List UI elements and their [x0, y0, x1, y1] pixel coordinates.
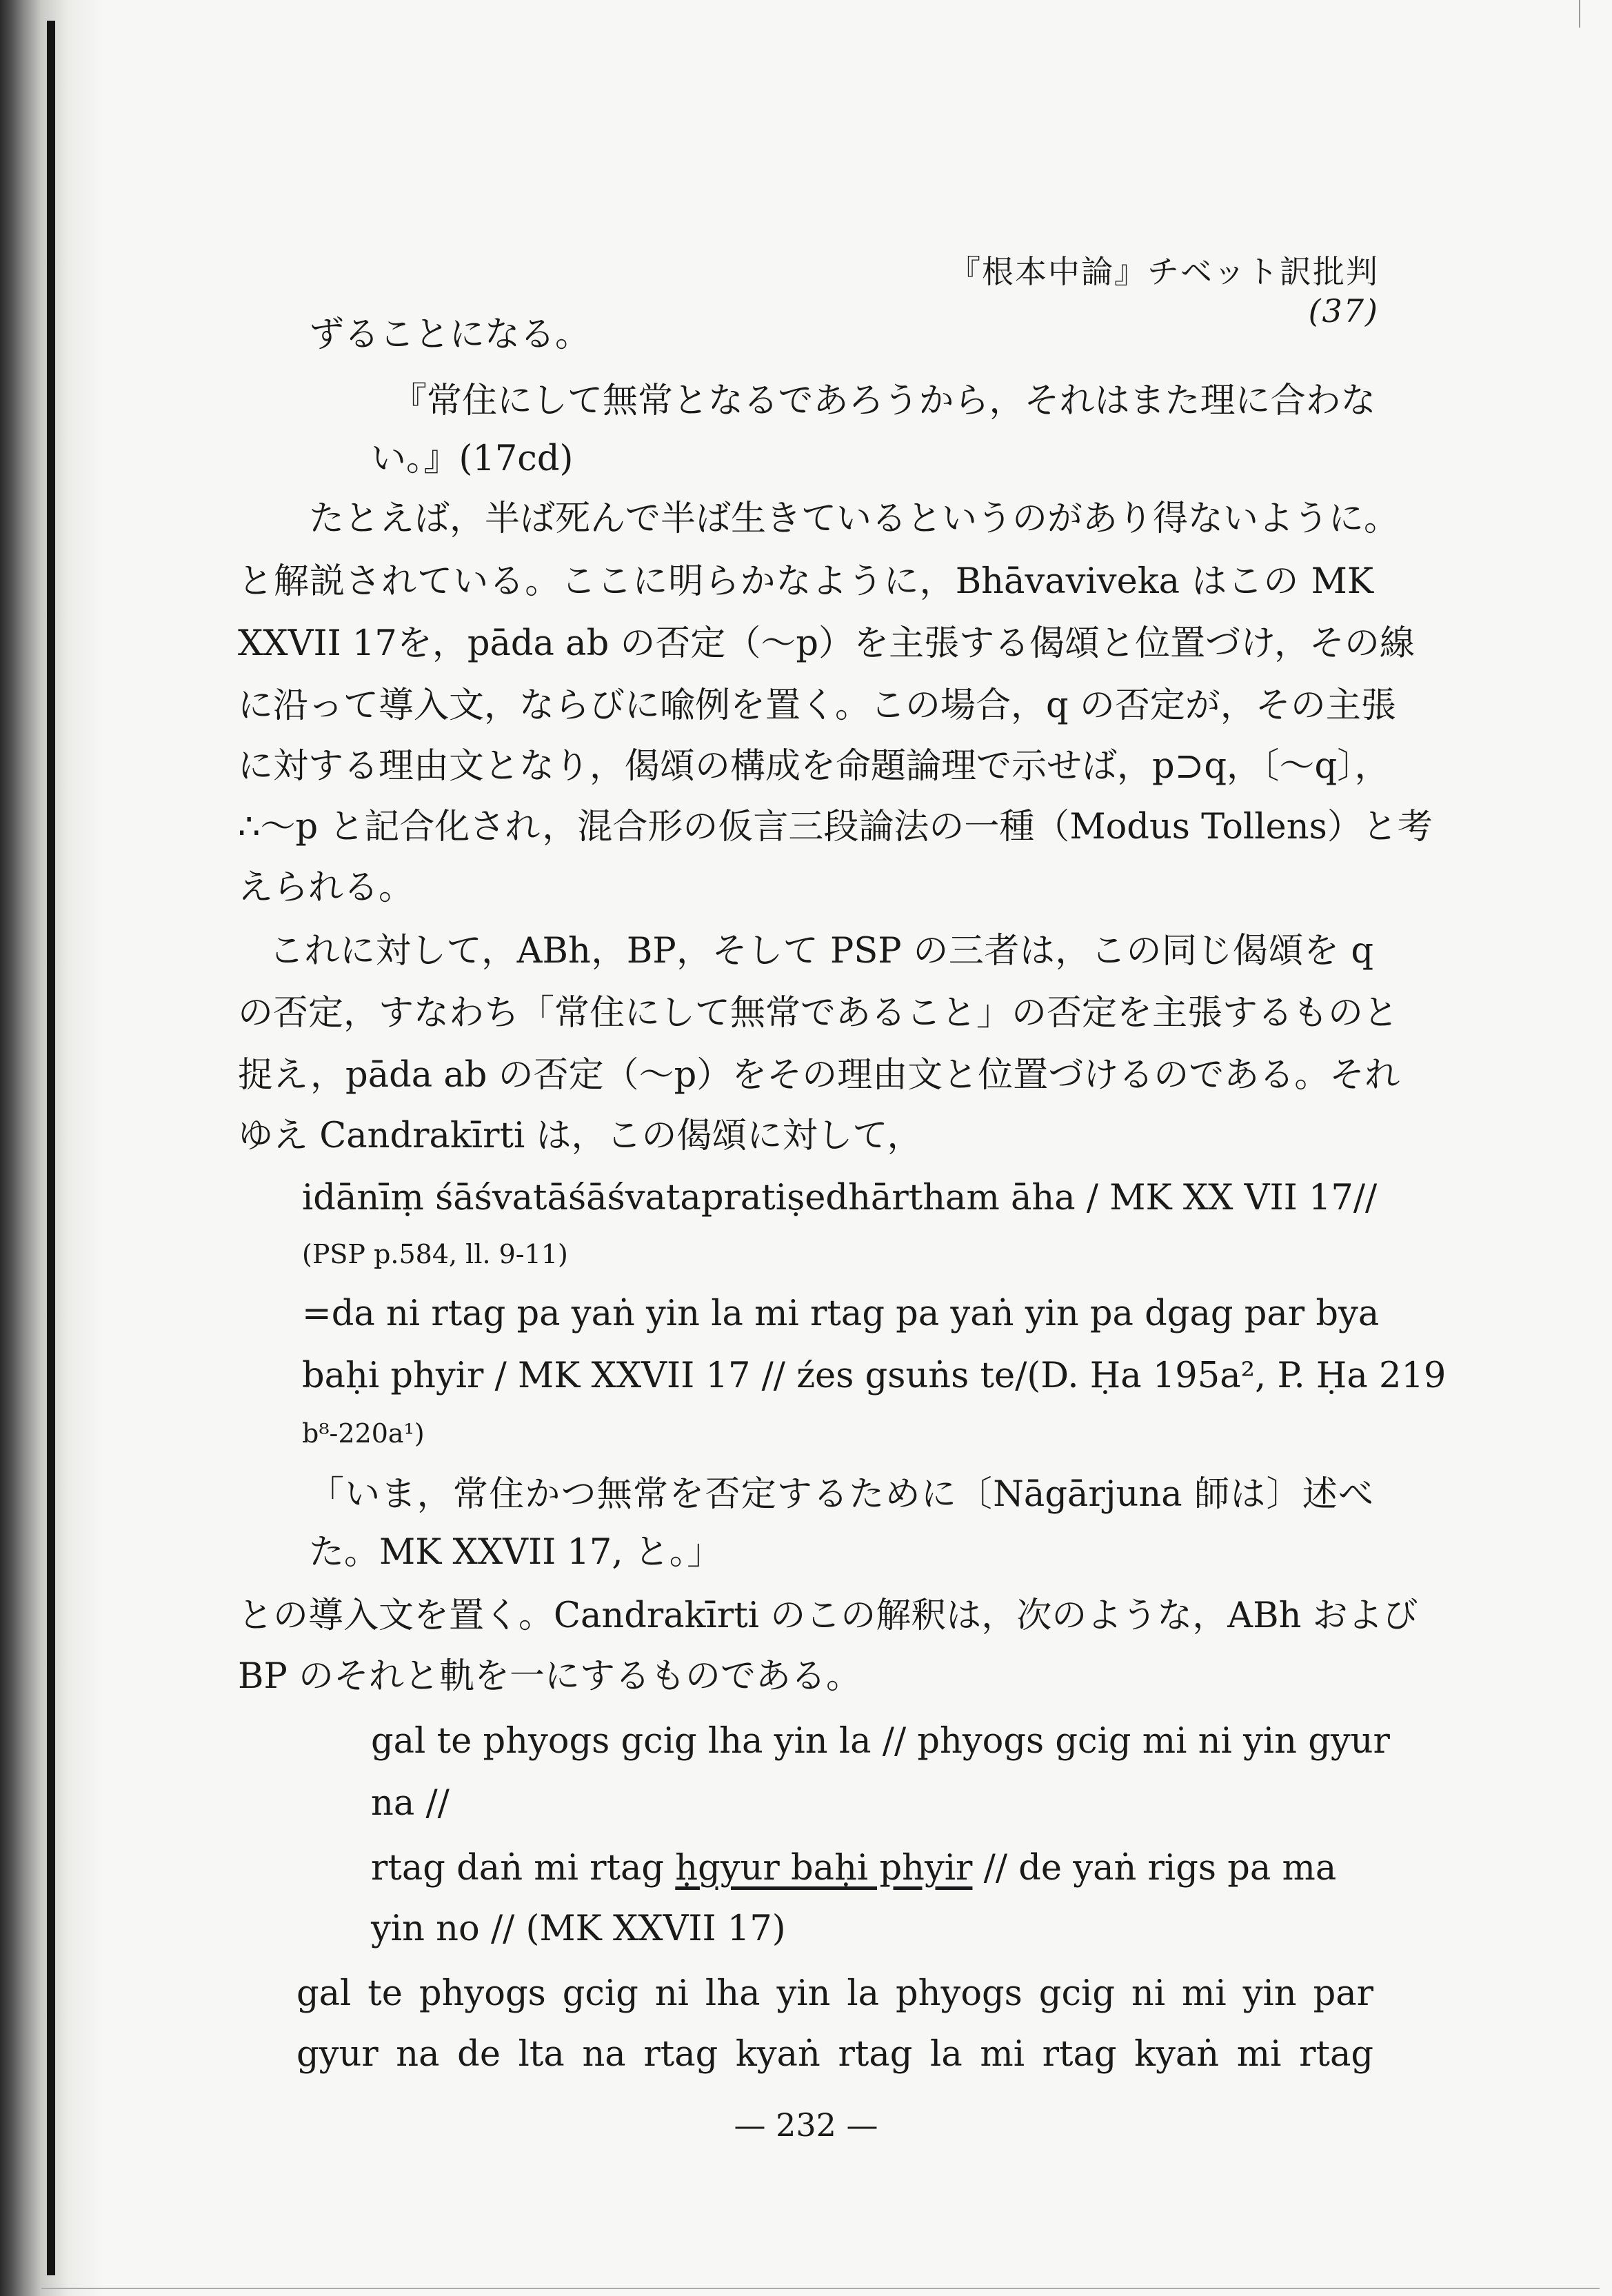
verse-line: na //	[371, 1783, 450, 1824]
text-line: 捉え，pāda ab の否定（〜p）をその理由文と位置づけるのである。それ	[238, 1055, 1400, 1096]
text-line: に対する理由文となり，偈頌の構成を命題論理で示せば，p⊃q，〔〜q〕，	[238, 746, 1390, 787]
verse-line	[371, 1848, 1337, 1889]
header-title: 『根本中論』チベット訳批判	[949, 253, 1379, 290]
verse-line: gal te phyogs gcig lha yin la // phyogs gcig mi ni yin gyur	[371, 1721, 1390, 1762]
text-line: えられる。	[238, 867, 414, 908]
text-line: に沿って導入文，ならびに喩例を置く。この場合，q の否定が，その主張	[238, 685, 1396, 726]
text-line: た。MK XXVII 17, と。」	[309, 1532, 723, 1573]
text-line: BP のそれと軌を一にするものである。	[238, 1656, 862, 1697]
text-line: 「いま，常住かつ無常を否定するために〔Nāgārjuna 師は〕述べ	[309, 1474, 1373, 1515]
text-line: と解説されている。ここに明らかなように，Bhāvaviveka はこの MK	[238, 561, 1373, 602]
text-line: ずることになる。	[309, 314, 591, 355]
verse-line: yin no // (MK XXVII 17)	[371, 1909, 786, 1949]
text-line: ∴〜p と記合化され，混合形の仮言三段論法の一種（Modus Tollens）と考	[238, 807, 1433, 847]
text-line: たとえば，半ば死んで半ば生きているというのがあり得ないように。	[309, 499, 1400, 539]
underlined-phrase: ḥgyur baḥi phyir	[675, 1848, 973, 1889]
text-line: これに対して，ABh，BP，そして PSP の三者は，この同じ偈頌を q	[269, 931, 1373, 971]
text-line: XXVII 17を，pāda ab の否定（〜p）を主張する偈頌と位置づけ，その線	[238, 623, 1415, 664]
page-edge-mark	[1579, 0, 1580, 28]
verse-segment: // de yaṅ rigs pa ma	[972, 1848, 1337, 1889]
verse-segment: rtag daṅ mi rtag	[371, 1848, 676, 1889]
text-line: baḥi phyir / MK XXVII 17 // źes gsuṅs te/(D. Ḥa 195a², P. Ḥa 219	[302, 1356, 1447, 1396]
text-line: の否定，すなわち「常住にして無常であること」の否定を主張するものと	[238, 993, 1399, 1034]
text-line: =da ni rtag pa yaṅ yin la mi rtag pa yaṅ yin pa dgag par bya	[302, 1293, 1380, 1334]
text-line: 『常住にして無常となるであろうから，それはまた理に合わな	[392, 381, 1376, 421]
text-line: b⁸-220a¹)	[302, 1418, 425, 1449]
text-line: gal te phyogs gcig ni lha yin la phyogs gcig ni mi yin par	[296, 1973, 1373, 2014]
text-line: ゆえ Candrakīrti は，この偈頌に対して，	[238, 1116, 923, 1156]
text-line: い。』(17cd)	[371, 439, 574, 479]
running-header	[938, 247, 1379, 330]
text-line: idānīṃ śāśvatāśāśvatapratiṣedhārtham āha / MK XX VII 17//	[302, 1178, 1378, 1218]
binding-edge-line	[47, 21, 55, 2275]
bottom-edge-line	[41, 2288, 1600, 2289]
text-line: (PSP p.584, ll. 9-11)	[302, 1239, 568, 1269]
header-page-mark: (37)	[1308, 292, 1379, 330]
text-line: gyur na de lta na rtag kyaṅ rtag la mi rtag kyaṅ mi rtag	[296, 2034, 1373, 2075]
page-number: — 232 —	[734, 2106, 878, 2144]
text-line: との導入文を置く。Candrakīrti のこの解釈は，次のような，ABh および	[238, 1595, 1418, 1636]
